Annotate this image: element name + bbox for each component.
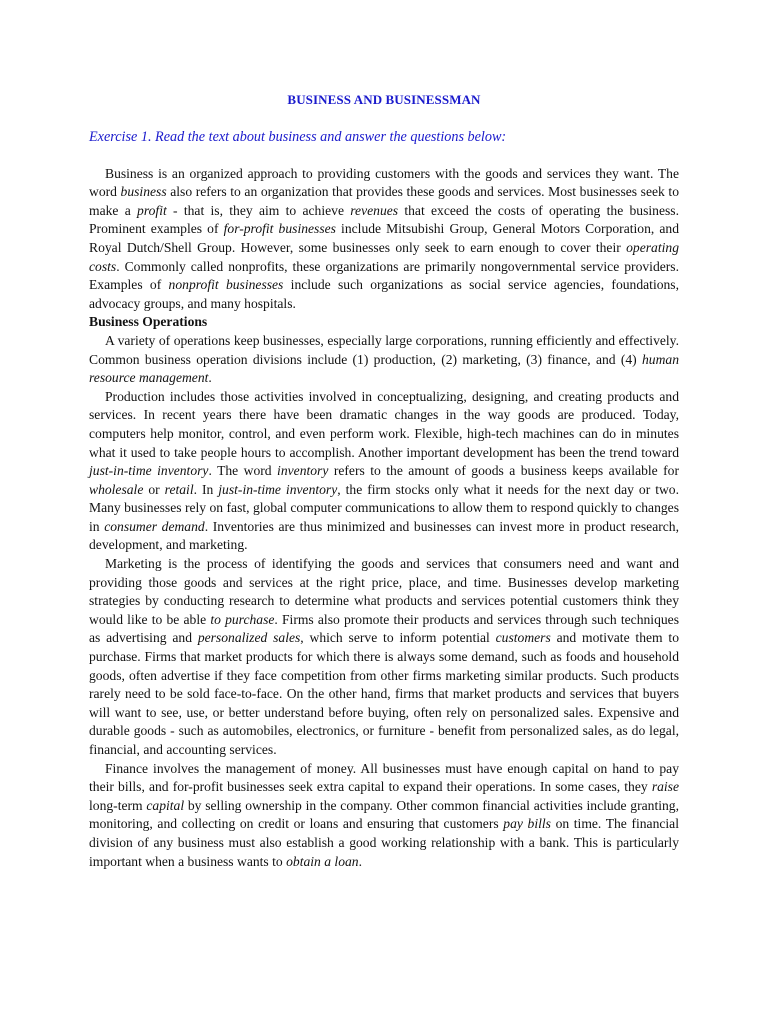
text-run: Finance involves the management of money. All businesses must have enough capital on hand to pay their bills, and for-profit businesses seek extra capital to expand their operations. In some cases, they — [89, 760, 679, 795]
italic-term: obtain a loan — [286, 853, 359, 869]
exercise-instruction: Exercise 1. Read the text about business and answer the questions below: — [89, 129, 507, 145]
italic-term: just-in-time inventory — [89, 463, 209, 479]
text-run: on time. The financial division of any business must also establish a good working relationship with a bank. This is particularly important when a business wants to — [89, 816, 679, 869]
section-heading-business-operations: Business Operations — [89, 314, 208, 330]
text-run: . Inventories are thus minimized and businesses can invest more in product research, development, and marketing. — [89, 518, 679, 553]
text-run: or — [143, 481, 165, 497]
italic-term: for-profit businesses — [223, 221, 336, 237]
text-run: . — [358, 853, 363, 869]
document-page — [89, 88, 679, 871]
text-run: also refers to an organization that provides these goods and services. Most businesses seek to make a — [89, 184, 679, 218]
text-run: . In — [193, 481, 219, 497]
italic-term: operating costs — [89, 239, 679, 274]
italic-term: consumer demand — [104, 518, 205, 534]
italic-term: just-in-time inventory — [218, 481, 338, 497]
text-run: that exceed the costs of operating the business. Prominent examples of — [89, 202, 679, 237]
italic-term: profit — [137, 202, 167, 218]
text-run: , which serve to inform potential — [300, 630, 496, 646]
text-run: . — [208, 370, 212, 386]
italic-term: revenues — [350, 202, 399, 218]
italic-term: nonprofit businesses — [168, 277, 284, 293]
text-run: Production includes those activities involved in conceptualizing, designing, and creating products and services. In recent years there have been dramatic changes in the way goods are produced. Today, computers help monitor, control, and even perform work. Flexible, high-tech machines can do in minutes what it used to take people hours to accomplish. Another important development has been the trend toward — [89, 388, 679, 460]
text-run: and motivate them to purchase. Firms that market products for which there is always some demand, such as foods and household goods, often advertise if they face competition from other firms marketing similar products. Such products rarely need to be sold face-to-face. On the other hand, firms that market products and services that buyers will want to see, use, or better understand before buying, often rely on personalized sales. Expensive and durable goods - such as automobiles, electronics, or furniture - benefit from personalized sales, as do legal, financial, and accounting services. — [89, 630, 679, 757]
italic-term: personalized sales — [197, 630, 301, 646]
paragraph-business-definition — [89, 165, 679, 314]
text-run: A variety of operations keep businesses, especially large corporations, running efficiently and effectively. Common business operation divisions include (1) production, (2) marketing, (3) finance, and (4) — [89, 332, 679, 367]
text-run: refers to the amount of goods a business keeps available for — [328, 463, 680, 479]
text-run: Business is an organized approach to providing customers with the goods and services they want. The word — [89, 165, 679, 200]
text-run: Marketing is the process of identifying the goods and services that consumers need and want and providing those goods and services at the right price, place, and time. Businesses develop marketing strategies by conducting research to determine what products and services potential customers think they would like to be able — [89, 556, 679, 627]
text-run: long-term — [89, 797, 147, 813]
paragraph-finance — [89, 760, 679, 872]
document-title: BUSINESS AND BUSINESSMAN — [287, 92, 481, 107]
italic-term: retail — [164, 481, 194, 497]
italic-term: to purchase — [210, 611, 275, 627]
text-run: include such organizations as social service agencies, foundations, advocacy groups, and many hospitals. — [89, 277, 680, 311]
text-run: by selling ownership in the company. Other common financial activities include granting, monitoring, and collecting on credit or loans and ensuring that customers — [89, 797, 679, 832]
italic-term: wholesale — [89, 481, 144, 497]
paragraph-operations-overview — [89, 332, 679, 388]
italic-term: raise — [651, 779, 679, 795]
text-run: , the firm stocks only what it needs for the next day or two. Many businesses rely on fast, global computer communications to allow them to respond quickly to changes in — [89, 481, 679, 534]
paragraph-marketing — [89, 555, 679, 760]
italic-term: pay bills — [503, 816, 551, 832]
text-run: . Firms also promote their products and services through such techniques as advertising and — [89, 611, 679, 646]
text-run: . The word — [208, 463, 278, 479]
text-run: . Commonly called nonprofits, these organizations are primarily nongovernmental service providers. Examples of — [89, 258, 679, 293]
text-run: - that is, they aim to achieve — [166, 202, 351, 218]
italic-term: human resource management — [89, 351, 679, 386]
text-run: include Mitsubishi Group, General Motors Corporation, and Royal Dutch/Shell Group. However, some businesses only seek to earn enough to cover their — [89, 221, 680, 255]
italic-term: customers — [495, 630, 551, 646]
italic-term: capital — [146, 797, 185, 813]
italic-term: business — [120, 184, 167, 200]
italic-term: inventory — [277, 463, 329, 479]
paragraph-production — [89, 388, 679, 555]
